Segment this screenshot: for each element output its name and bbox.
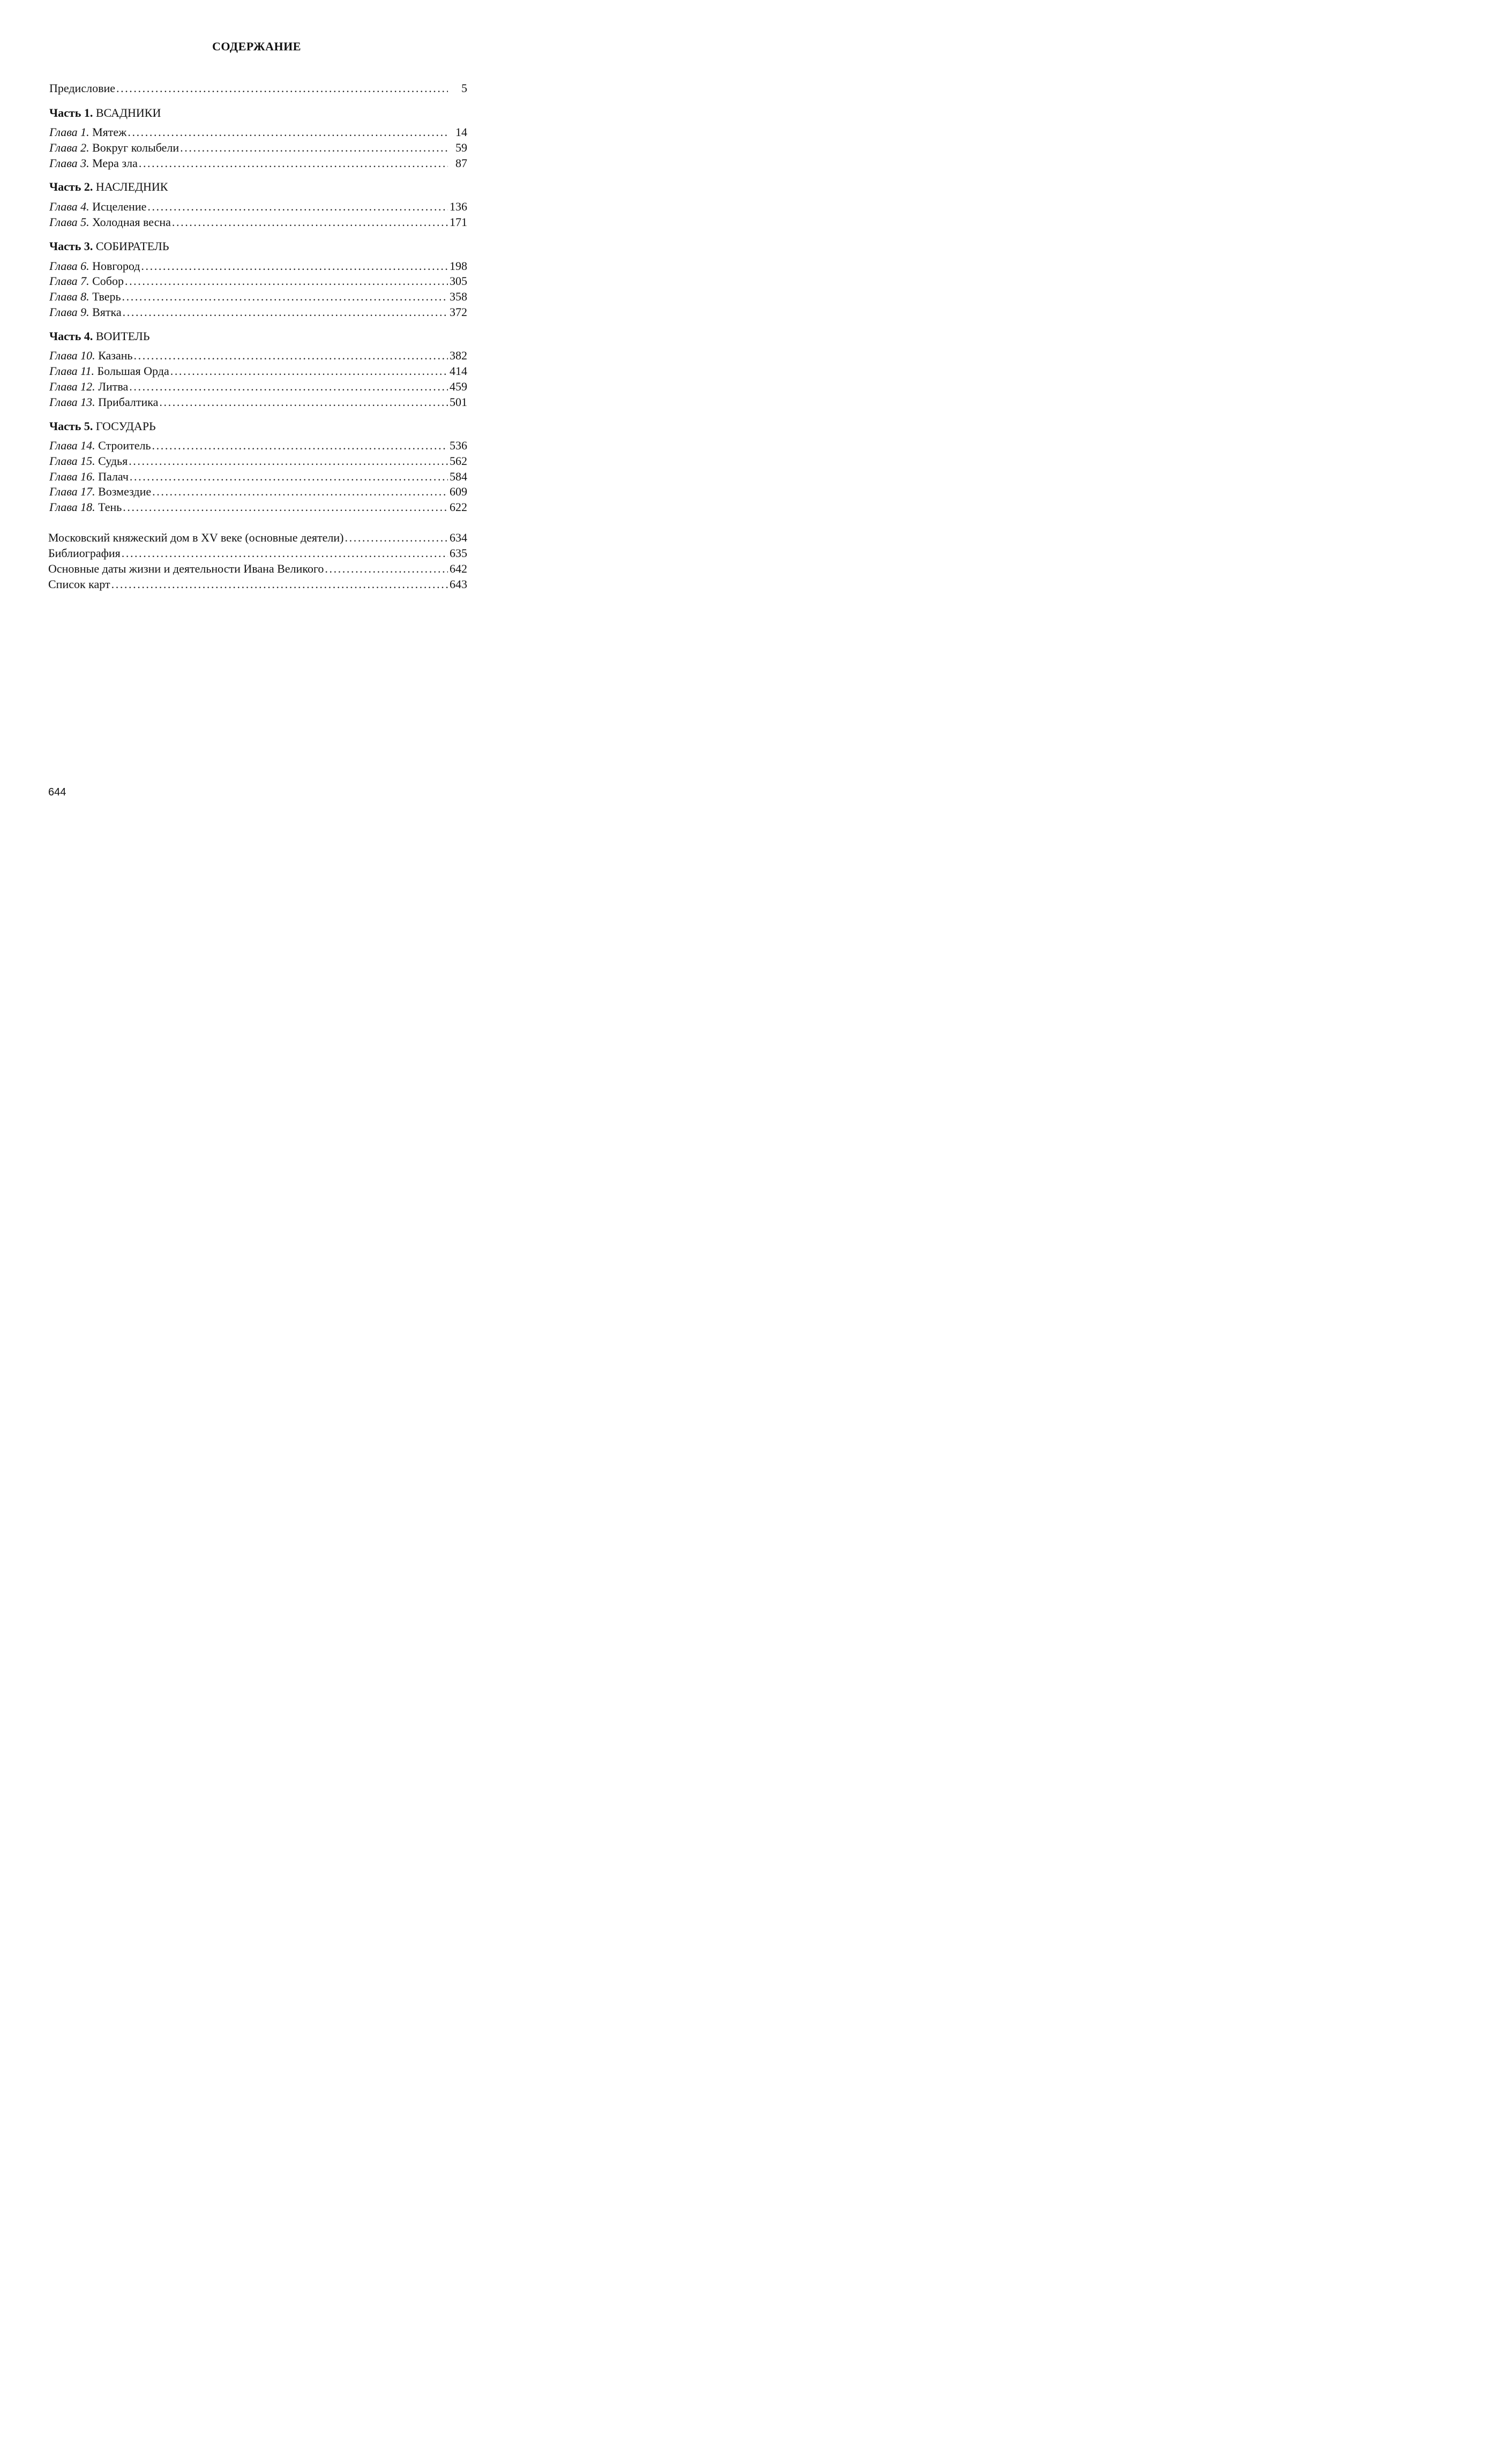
part-prefix: Часть 3. [49,239,93,253]
part-heading-3 [49,238,169,254]
dot-leader [159,394,448,410]
chapter-prefix: Глава 18. [49,500,95,514]
toc-entry-chapter-5[interactable] [49,214,467,230]
dot-leader [123,499,448,515]
chapter-prefix: Глава 2. [49,141,89,154]
chapter-prefix: Глава 12. [49,380,95,393]
dot-leader [141,258,448,274]
chapter-prefix: Глава 4. [49,200,89,213]
toc-entry-page: 536 [450,439,467,452]
toc-entry-appendix-3[interactable] [48,561,467,577]
part-prefix: Часть 2. [49,180,93,193]
part-heading-1: Часть 1. ВСАДНИКИ [49,106,161,119]
toc-entry-page: 459 [450,380,467,393]
toc-entry-label: Московский княжеский дом в XV веке (основные деятели) [48,531,344,544]
chapter-prefix: Глава 3. [49,156,89,170]
dot-leader [134,348,448,364]
dot-leader [180,140,448,156]
chapter-name: Вятка [92,305,122,319]
chapter-prefix: Глава 11. [49,364,94,378]
chapter-name: Вокруг колыбели [92,141,179,154]
part-name: ВСАДНИКИ [95,106,161,119]
chapter-prefix: Глава 7. [49,274,89,288]
toc-entry-chapter-2[interactable] [49,140,467,156]
chapter-prefix: Глава 13. [49,395,95,409]
dot-leader [123,304,448,320]
chapter-name: Холодная весна [92,215,171,229]
chapter-prefix: Глава 10. [49,349,95,362]
part-prefix: Часть 1 [49,106,90,119]
dot-leader [111,576,448,592]
dot-leader [122,545,448,561]
dot-leader [172,214,448,230]
chapter-name: Новгород [92,259,140,273]
dot-leader [128,124,448,140]
toc-entry-page: 609 [450,485,467,498]
chapter-name: Литва [98,380,129,393]
toc-entry-page: 5 [461,81,467,95]
toc-entry-page: 642 [450,562,467,575]
dot-leader [152,438,448,454]
dot-leader [125,273,448,289]
part-name: ВОИТЕЛЬ [95,329,150,343]
toc-entry-label: Предисловие [49,81,115,95]
chapter-name: Судья [98,454,128,468]
dot-leader [139,155,448,171]
toc-entry-page: 136 [450,200,467,213]
toc-entry-page: 198 [450,259,467,273]
dot-leader [345,530,448,546]
toc-entry-page: 501 [450,395,467,409]
toc-entry-page: 643 [450,577,467,591]
page-number: 644 [48,786,66,798]
toc-entry-page: 382 [450,349,467,362]
toc-entry-chapter-17[interactable] [49,484,467,500]
chapter-name: Строитель [98,439,151,452]
toc-entry-page: 171 [450,215,467,229]
dot-leader [325,561,448,577]
dot-leader [170,363,448,379]
toc-entry-chapter-4[interactable] [49,199,467,215]
dot-leader [147,199,448,215]
toc-entry-chapter-8[interactable] [49,289,467,305]
part-name: СОБИРАТЕЛЬ [95,239,169,253]
chapter-name: Большая Орда [97,364,169,378]
part-name: НАСЛЕДНИК [95,180,168,193]
part-heading-4 [49,328,149,344]
toc-entry-page: 622 [450,500,467,514]
toc-entry-page: 414 [450,364,467,378]
toc-entry-label: Список карт [48,577,110,591]
chapter-prefix: Глава 9. [49,305,89,319]
toc-entry-chapter-15[interactable] [49,453,467,469]
toc-entry-chapter-16[interactable] [49,469,467,485]
toc-entry-chapter-1[interactable] [49,124,467,140]
chapter-prefix: Глава 5. [49,215,89,229]
chapter-name: Мятеж [92,125,127,139]
chapter-name: Палач [98,470,129,483]
toc-entry-chapter-11[interactable] [49,363,467,379]
toc-entry-page: 562 [450,454,467,468]
chapter-name: Возмездие [98,485,152,498]
part-name: ГОСУДАРЬ [95,419,156,433]
chapter-prefix: Глава 1. [49,125,89,139]
toc-entry-appendix-2[interactable] [48,545,467,561]
toc-entry-chapter-6[interactable] [49,258,467,274]
toc-entry-chapter-12[interactable] [49,379,467,395]
dot-leader [122,289,448,305]
chapter-prefix: Глава 6. [49,259,89,273]
chapter-prefix: Глава 17. [49,485,95,498]
toc-entry-preface[interactable] [49,80,467,96]
part-prefix: Часть 5. [49,419,93,433]
chapter-name: Собор [92,274,124,288]
toc-entry-chapter-14[interactable] [49,438,467,454]
chapter-name: Исцеление [92,200,147,213]
toc-entry-chapter-13[interactable] [49,394,467,410]
chapter-name: Тень [98,500,122,514]
toc-entry-chapter-18[interactable] [49,499,467,515]
dot-leader [129,379,448,395]
toc-entry-chapter-3[interactable] [49,155,467,171]
toc-entry-chapter-7[interactable] [49,273,467,289]
toc-entry-page: 87 [455,156,467,170]
toc-entry-page: 372 [450,305,467,319]
toc-entry-label: Основные даты жизни и деятельности Ивана Великого [48,562,324,575]
chapter-name: Тверь [92,290,121,303]
toc-entry-page: 14 [455,125,467,139]
toc-entry-label: Библиография [48,546,121,560]
dot-leader [130,469,448,485]
toc-entry-page: 305 [450,274,467,288]
toc-entry-chapter-9[interactable] [49,304,467,320]
toc-entry-page: 358 [450,290,467,303]
chapter-prefix: Глава 16. [49,470,95,483]
toc-entry-page: 634 [450,531,467,544]
toc-entry-appendix-1[interactable] [48,530,467,546]
chapter-name: Прибалтика [98,395,159,409]
toc-entry-chapter-10[interactable] [49,348,467,364]
part-heading-2 [49,179,168,195]
chapter-prefix: Глава 14. [49,439,95,452]
dot-leader [152,484,448,500]
chapter-prefix: Глава 8. [49,290,89,303]
chapter-name: Казань [98,349,133,362]
part-prefix: Часть 4. [49,329,93,343]
dot-leader [116,80,448,96]
toc-entry-page: 635 [450,546,467,560]
chapter-name: Мера зла [92,156,138,170]
toc-entry-appendix-4[interactable] [48,576,467,592]
chapter-prefix: Глава 15. [49,454,95,468]
page-title: СОДЕРЖАНИЕ [212,40,301,53]
toc-entry-page: 584 [450,470,467,483]
part-heading-5 [49,418,156,434]
toc-entry-page: 59 [455,141,467,154]
dot-leader [129,453,448,469]
